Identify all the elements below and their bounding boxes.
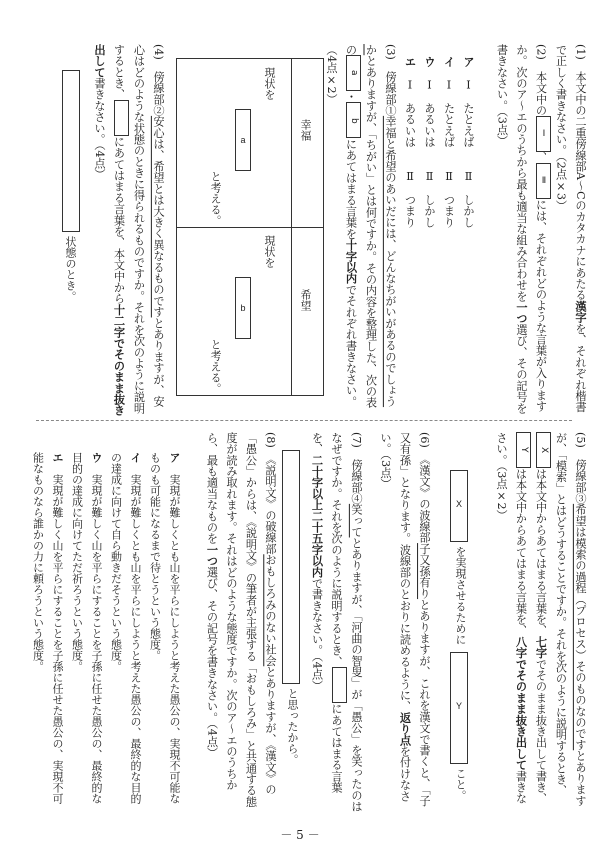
question-5: (5) 傍線部③希望は模索の過程（プロセス）そのものなのですとありますが、「模索」とはどうすることですか。それを次のように説明するとき、Xは本文中からあてはまる言葉を、七字でそのまま抜き出して書き、Yは本文中からあてはまる言葉を、八字でそのまま抜き出して書きなさい。（3点×2）	[495, 432, 587, 807]
q8-option-b: イ 実現が難しくとも山を平らにしようと考えた愚公の、最終的な目的の達成に向けて自ら動きだそうという態度。	[109, 452, 142, 804]
question-4: (4) 傍線部②安心は、希望とは大きく異なるものですとありますが、安心はどのような状態のときに得られるものですか。それを次のように説明するとき、にあてはまる言葉を、本文中から十二字でそのまま抜き出して書きなさい。（4点）	[93, 44, 165, 416]
q2-option-c: ウ Ⅰ あるいは Ⅱ しかし	[423, 56, 436, 228]
q8-option-a: ア 実現が難しくとも山を平らにしようと考えた愚公の、実現不可能なものも可能になるまで待とうという態度。	[148, 452, 181, 804]
question-3: (3) 傍線部①幸福と希望のあいだには、どんなちがいがあるのでしょうかとありますが、「ちがい」とは何ですか。その内容を整理した、次の表のa・bにあてはまる言葉を十字以内でそれぞれ書きなさい。（4点×2）	[325, 44, 397, 409]
question-1: (1) 本文中の二重傍線部A～Cのカタカナにあたる漢字を、それぞれ楷書で正しく書きなさい。（2点×3）	[554, 44, 587, 413]
question-2: (2) 本文中のⅠ、Ⅱには、それぞれどのような言葉が入りますか。次のア～エのうちから最も適当な組み合わせを一つ選び、その記号を書きなさい。（3点）	[495, 44, 549, 414]
question-8: (8) 《説明文》の破線部おもしろみのない社会とありますが、《漢文》の「愚公」からは、《説明文》の筆者が主張する「おもしろみ」と共通する態度が読み取れます。それはどのような態度ですか。次のア～エのうちから、最も適当なものを一つ選び、その記号を書きなさい。（4点）	[205, 432, 277, 808]
table-row1-b: と考える。	[209, 171, 222, 226]
table-row2-a: 現状を	[263, 235, 276, 268]
q3-table	[176, 58, 324, 396]
table-row2-b: と考える。	[209, 339, 222, 394]
q8-options	[31, 452, 184, 812]
q8-option-d: エ 実現が難しく山を平らにすることを子孫に任せた愚公の、実現不可能なものなら誰かの力に頼ろうという態度。	[31, 452, 64, 804]
q7-answer-box[interactable]	[282, 450, 300, 684]
divider	[36, 420, 572, 421]
table-box-a: a	[235, 109, 251, 171]
q4-answer-box[interactable]	[62, 70, 80, 232]
q5-answer-mid: を実現させるために	[454, 546, 467, 645]
q2-option-d: エ Ⅰ あるいは Ⅱ つまり	[403, 56, 417, 228]
q4-answer-suffix: 状態のとき。	[64, 236, 77, 302]
q5-box-x[interactable]: X	[450, 470, 468, 542]
question-7: (7) 傍線部④笑ってとありますが、「河曲の智叟」が「愚公」を笑ったのはなぜですか。それを次のように説明するとき、にあてはまる言葉を、二十字以上二十五字以内で書きなさい。（4点）	[310, 432, 363, 812]
table-col-hope: 希望	[299, 289, 312, 311]
table-box-b: b	[235, 277, 251, 339]
q7-answer-suffix: と思ったから。	[286, 688, 299, 765]
q2-option-b: イ Ⅰ たとえば Ⅱ つまり	[442, 56, 456, 228]
q8-option-c: ウ 実現が難しく山を平らにすることを子孫に任せた愚公の、最終的な目的の達成に向けてただ祈ろうという態度。	[70, 452, 103, 804]
question-6: (6) 《漢文》の波線部子又孫有りとありますが、これを漢文で書くと、「子又有孫」となります。波線部のとおりに読めるように、返り点を付けなさい。（3点）	[379, 432, 431, 807]
table-col-happiness: 幸福	[299, 119, 312, 141]
q2-option-a: ア Ⅰ たとえば Ⅱ しかし	[462, 56, 475, 228]
q5-box-y[interactable]: Y	[450, 652, 468, 764]
table-row1-a: 現状を	[263, 67, 276, 100]
q5-answer-suffix: こと。	[454, 768, 467, 801]
page-number: － 5 －	[280, 828, 320, 842]
